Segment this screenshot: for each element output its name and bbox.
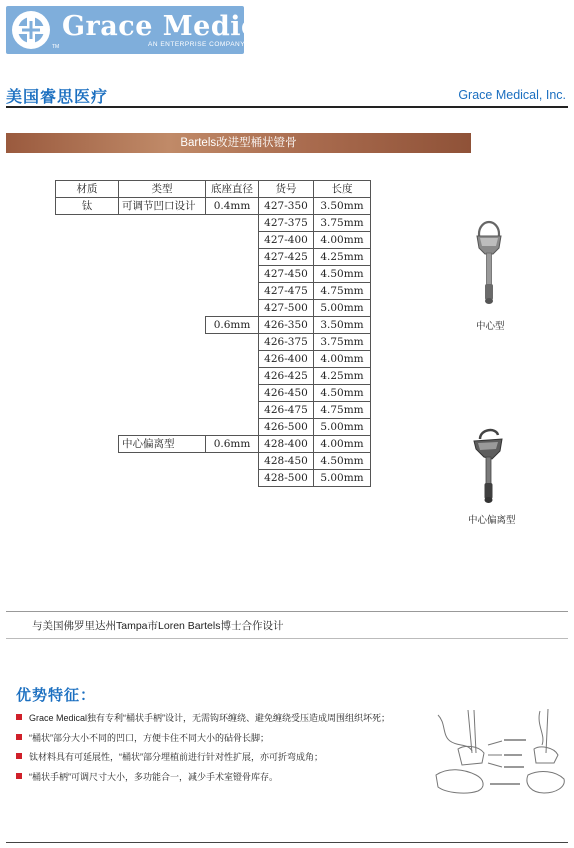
logo-name: Grace Medical xyxy=(62,11,287,42)
cell-length: 3.75mm xyxy=(314,215,371,232)
table-row xyxy=(56,232,371,249)
cell-material xyxy=(56,351,119,368)
cell-type xyxy=(119,351,206,368)
table-row xyxy=(56,283,371,300)
list-item xyxy=(16,712,390,732)
cell-type xyxy=(119,453,206,470)
list-item xyxy=(16,751,390,771)
cell-base-diameter xyxy=(206,385,259,402)
footer-divider xyxy=(6,842,568,843)
list-item xyxy=(16,732,390,752)
cell-length: 5.00mm xyxy=(314,470,371,487)
cell-item-number: 426-425 xyxy=(259,368,314,385)
cell-base-diameter xyxy=(206,266,259,283)
cell-item-number: 427-500 xyxy=(259,300,314,317)
centered-bucket-handle-prosthesis-icon xyxy=(466,220,512,312)
cell-length: 4.00mm xyxy=(314,232,371,249)
cell-base-diameter xyxy=(206,368,259,385)
cell-material xyxy=(56,385,119,402)
cell-material xyxy=(56,334,119,351)
advantages-title: 优势特征： xyxy=(16,686,97,704)
logo-trademark: TM xyxy=(52,44,60,50)
cell-material xyxy=(56,232,119,249)
cell-material xyxy=(56,470,119,487)
table-row xyxy=(56,351,371,368)
table-row xyxy=(56,198,371,215)
header-item-number: 货号 xyxy=(259,181,314,198)
cell-length: 5.00mm xyxy=(314,300,371,317)
cell-type xyxy=(119,215,206,232)
cell-item-number: 427-450 xyxy=(259,266,314,283)
cell-item-number: 426-450 xyxy=(259,385,314,402)
table-row xyxy=(56,266,371,283)
header-base-diameter: 底座直径 xyxy=(206,181,259,198)
list-item xyxy=(16,771,390,791)
cell-base-diameter xyxy=(206,232,259,249)
cell-item-number: 426-350 xyxy=(259,317,314,334)
cell-material xyxy=(56,436,119,453)
cell-length: 4.00mm xyxy=(314,436,371,453)
cell-base-diameter xyxy=(206,283,259,300)
table-row xyxy=(56,419,371,436)
product-title-bar: Bartels改进型桶状镫骨 xyxy=(6,133,471,153)
table-row xyxy=(56,300,371,317)
cell-length: 4.75mm xyxy=(314,283,371,300)
cell-length: 3.50mm xyxy=(314,317,371,334)
cell-type xyxy=(119,283,206,300)
table-row xyxy=(56,334,371,351)
cell-type xyxy=(119,300,206,317)
cell-base-diameter xyxy=(206,470,259,487)
offset-bucket-handle-prosthesis-icon xyxy=(468,425,512,509)
header-divider xyxy=(6,106,568,108)
cell-base-diameter xyxy=(206,402,259,419)
bullet-square-icon xyxy=(16,753,22,759)
cell-length: 3.75mm xyxy=(314,334,371,351)
cell-base-diameter xyxy=(206,215,259,232)
table-row xyxy=(56,249,371,266)
advantage-text: 钛材料具有可延展性，“桶状”部分埋植前进行针对性扩展，亦可折弯成角； xyxy=(29,752,323,762)
cell-item-number: 427-350 xyxy=(259,198,314,215)
cell-base-diameter xyxy=(206,351,259,368)
cell-base-diameter: 0.4mm xyxy=(206,198,259,215)
cell-length: 4.00mm xyxy=(314,351,371,368)
cell-item-number: 427-425 xyxy=(259,249,314,266)
cell-material xyxy=(56,419,119,436)
cell-material xyxy=(56,402,119,419)
product-label-offset: 中心偏离型 xyxy=(468,515,516,526)
cell-type xyxy=(119,249,206,266)
brand-name-chinese: 美国睿思医疗 xyxy=(6,87,109,106)
cell-type xyxy=(119,232,206,249)
cell-material xyxy=(56,453,119,470)
bullet-square-icon xyxy=(16,734,22,740)
table-header-row xyxy=(56,181,371,198)
cell-item-number: 428-450 xyxy=(259,453,314,470)
cell-base-diameter: 0.6mm xyxy=(206,317,259,334)
cell-length: 4.50mm xyxy=(314,266,371,283)
cell-base-diameter xyxy=(206,249,259,266)
table-row xyxy=(56,215,371,232)
advantage-text: Grace Medical独有专利“桶状手柄”设计，无需钩环缠绕、避免缠绕受压造成周围组织坏死； xyxy=(29,713,391,723)
spec-table xyxy=(55,180,371,487)
cell-type xyxy=(119,317,206,334)
cell-item-number: 427-375 xyxy=(259,215,314,232)
table-row xyxy=(56,368,371,385)
cell-length: 4.25mm xyxy=(314,249,371,266)
cell-length: 3.50mm xyxy=(314,198,371,215)
advantages-list xyxy=(16,712,390,790)
cell-type xyxy=(119,385,206,402)
brand-name-english: Grace Medical, Inc. xyxy=(458,88,566,102)
table-row xyxy=(56,453,371,470)
cell-type xyxy=(119,419,206,436)
cell-material xyxy=(56,249,119,266)
cell-type xyxy=(119,266,206,283)
cell-item-number: 426-400 xyxy=(259,351,314,368)
section-divider-lower xyxy=(6,638,568,639)
advantage-text: “桶状手柄”可调尺寸大小，多功能合一，减少手术室镫骨库存。 xyxy=(29,771,278,782)
cell-item-number: 427-475 xyxy=(259,283,314,300)
cell-material xyxy=(56,266,119,283)
cell-length: 4.75mm xyxy=(314,402,371,419)
cell-item-number: 426-375 xyxy=(259,334,314,351)
cell-item-number: 426-475 xyxy=(259,402,314,419)
cell-type: 中心偏离型 xyxy=(119,436,206,453)
cell-base-diameter xyxy=(206,453,259,470)
logo-tagline: AN ENTERPRISE COMPANY xyxy=(148,41,246,48)
cell-item-number: 428-500 xyxy=(259,470,314,487)
collaboration-note: 与美国佛罗里达州Tampa市Loren Bartels博士合作设计 xyxy=(32,620,284,632)
spec-table-body xyxy=(56,198,371,487)
cell-type: 可调节凹口设计 xyxy=(119,198,206,215)
cell-item-number: 427-400 xyxy=(259,232,314,249)
section-divider xyxy=(6,611,568,612)
table-row xyxy=(56,402,371,419)
cell-length: 4.25mm xyxy=(314,368,371,385)
company-logo xyxy=(6,6,287,54)
header-type: 类型 xyxy=(119,181,206,198)
table-row xyxy=(56,436,371,453)
cell-length: 4.50mm xyxy=(314,385,371,402)
cell-material xyxy=(56,283,119,300)
cell-base-diameter: 0.6mm xyxy=(206,436,259,453)
table-row xyxy=(56,385,371,402)
header-length: 长度 xyxy=(314,181,371,198)
cell-type xyxy=(119,368,206,385)
cell-item-number: 428-400 xyxy=(259,436,314,453)
cell-type xyxy=(119,334,206,351)
table-row xyxy=(56,317,371,334)
cell-base-diameter xyxy=(206,334,259,351)
cell-item-number: 426-500 xyxy=(259,419,314,436)
cell-material: 钛 xyxy=(56,198,119,215)
anatomical-sketch-icon xyxy=(428,705,568,800)
cell-length: 5.00mm xyxy=(314,419,371,436)
cell-type xyxy=(119,470,206,487)
cell-type xyxy=(119,402,206,419)
grace-medical-emblem-icon xyxy=(10,9,52,51)
cell-material xyxy=(56,215,119,232)
bullet-square-icon xyxy=(16,714,22,720)
cell-material xyxy=(56,368,119,385)
bullet-square-icon xyxy=(16,773,22,779)
cell-material xyxy=(56,317,119,334)
cell-base-diameter xyxy=(206,300,259,317)
header-material: 材质 xyxy=(56,181,119,198)
table-row xyxy=(56,470,371,487)
product-label-centered: 中心型 xyxy=(476,321,505,332)
advantage-text: “桶状”部分大小不同的凹口，方便卡住不同大小的砧骨长脚； xyxy=(29,732,269,743)
cell-base-diameter xyxy=(206,419,259,436)
cell-material xyxy=(56,300,119,317)
cell-length: 4.50mm xyxy=(314,453,371,470)
